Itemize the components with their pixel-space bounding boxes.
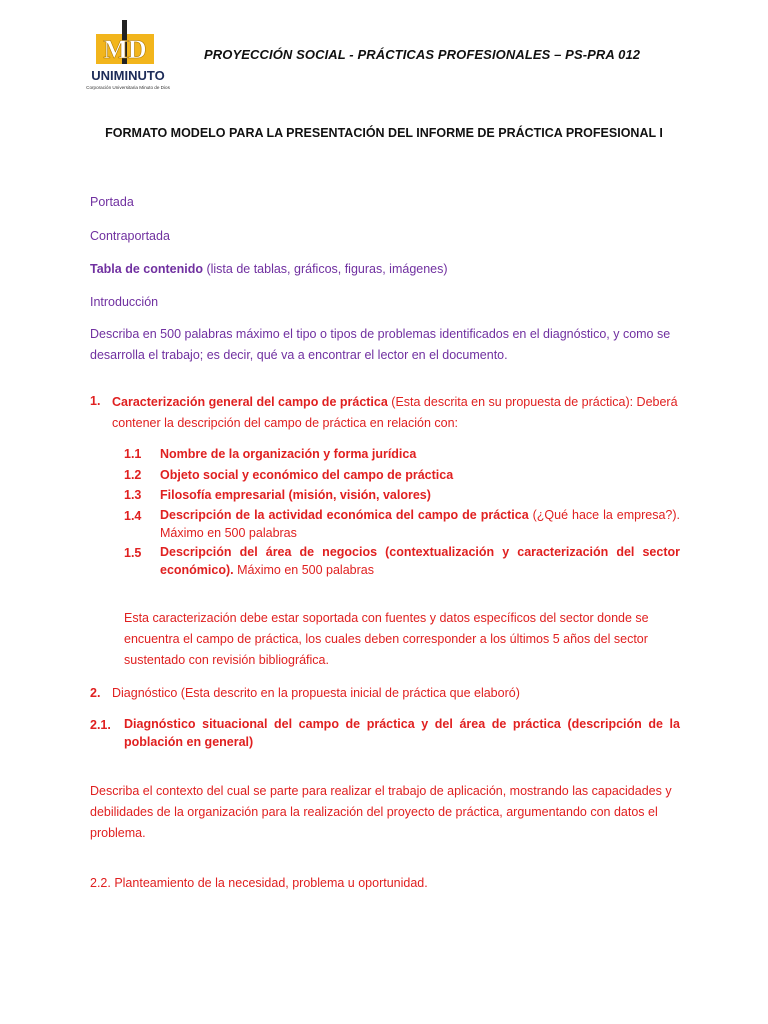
item2-1-description: Describa el contexto del cual se parte para realizar el trabajo de aplicación, mostrando las capacidades y debilidades de la organización para la realización del proyecto de práctica, argumentando con datos el problema. [90,784,672,840]
subitem-1-2-text: Objeto social y económico del campo de práctica [160,468,454,482]
subitem-1-5-text [160,543,680,579]
svg-text:MD: MD [103,35,147,64]
subitem-1-4-number: 1.4 [124,509,142,523]
section-introduccion: Introducción [90,295,159,309]
subitem-1-5-heading: Descripción del área de negocios (contextualización y caracterización del sector económico). [160,545,680,577]
item2-1-number: 2.1. [90,718,111,732]
item2-1-text: Diagnóstico situacional del campo de práctica y del área de práctica (descripción de la población en general) [124,717,680,749]
section-portada: Portada [90,195,134,209]
svg-text:Corporación Universitaria Minu: Corporación Universitaria Minuto de Dios [86,85,170,90]
item1-text [112,392,682,434]
item2-2-heading: 2.2. Planteamiento de la necesidad, problema u oportunidad. [90,876,428,890]
svg-text:UNIMINUTO: UNIMINUTO [91,68,165,83]
item1-number: 1. [90,394,101,408]
subitem-1-3-number: 1.3 [124,488,142,502]
subitem-1-5-number: 1.5 [124,546,142,560]
tabla-label: Tabla de contenido [90,262,203,276]
section-contraportada: Contraportada [90,229,170,243]
subitem-1-1-number: 1.1 [124,447,142,461]
subitem-1-2-number: 1.2 [124,468,142,482]
intro-description: Describa en 500 palabras máximo el tipo o tipos de problemas identificados en el diagnóstico, y como se desarrolla el trabajo; es decir, qué va a encontrar el lector en el documento. [90,327,671,362]
subitem-1-4-note: (¿Qué hace la empresa?). Máximo en 500 palabras [160,508,680,540]
uniminuto-logo [76,18,180,94]
item1-note: (Esta descrita en su propuesta de práctica): Deberá contener la descripción del campo de práctica en relación con: [112,395,678,430]
subitem-1-3-text: Filosofía empresarial (misión, visión, valores) [160,488,431,502]
subitem-1-1-text: Nombre de la organización y forma jurídica [160,447,417,461]
subitem-1-4-heading: Descripción de la actividad económica del campo de práctica [160,508,529,522]
caracterizacion-note: Esta caracterización debe estar soportada con fuentes y datos específicos del sector donde se encuentra el campo de práctica, los cuales deben corresponder a los últimos 5 años del sector sustentado con revisión bibliográfica. [124,611,649,667]
subitem-1-4-text [160,506,680,542]
section-tabla-contenido [90,259,448,280]
tabla-note: (lista de tablas, gráficos, figuras, imágenes) [202,262,448,276]
header-title: PROYECCIÓN SOCIAL - PRÁCTICAS PROFESIONALES – PS-PRA 012 [204,47,641,62]
item1-heading: Caracterización general del campo de práctica [112,395,388,409]
subitem-1-5-note: Máximo en 500 palabras [233,563,374,577]
item2-number: 2. [90,686,101,700]
document-title: FORMATO MODELO PARA LA PRESENTACIÓN DEL INFORME DE PRÁCTICA PROFESIONAL I [105,126,663,140]
item2-text: Diagnóstico (Esta descrito en la propuesta inicial de práctica que elaboró) [112,686,520,700]
